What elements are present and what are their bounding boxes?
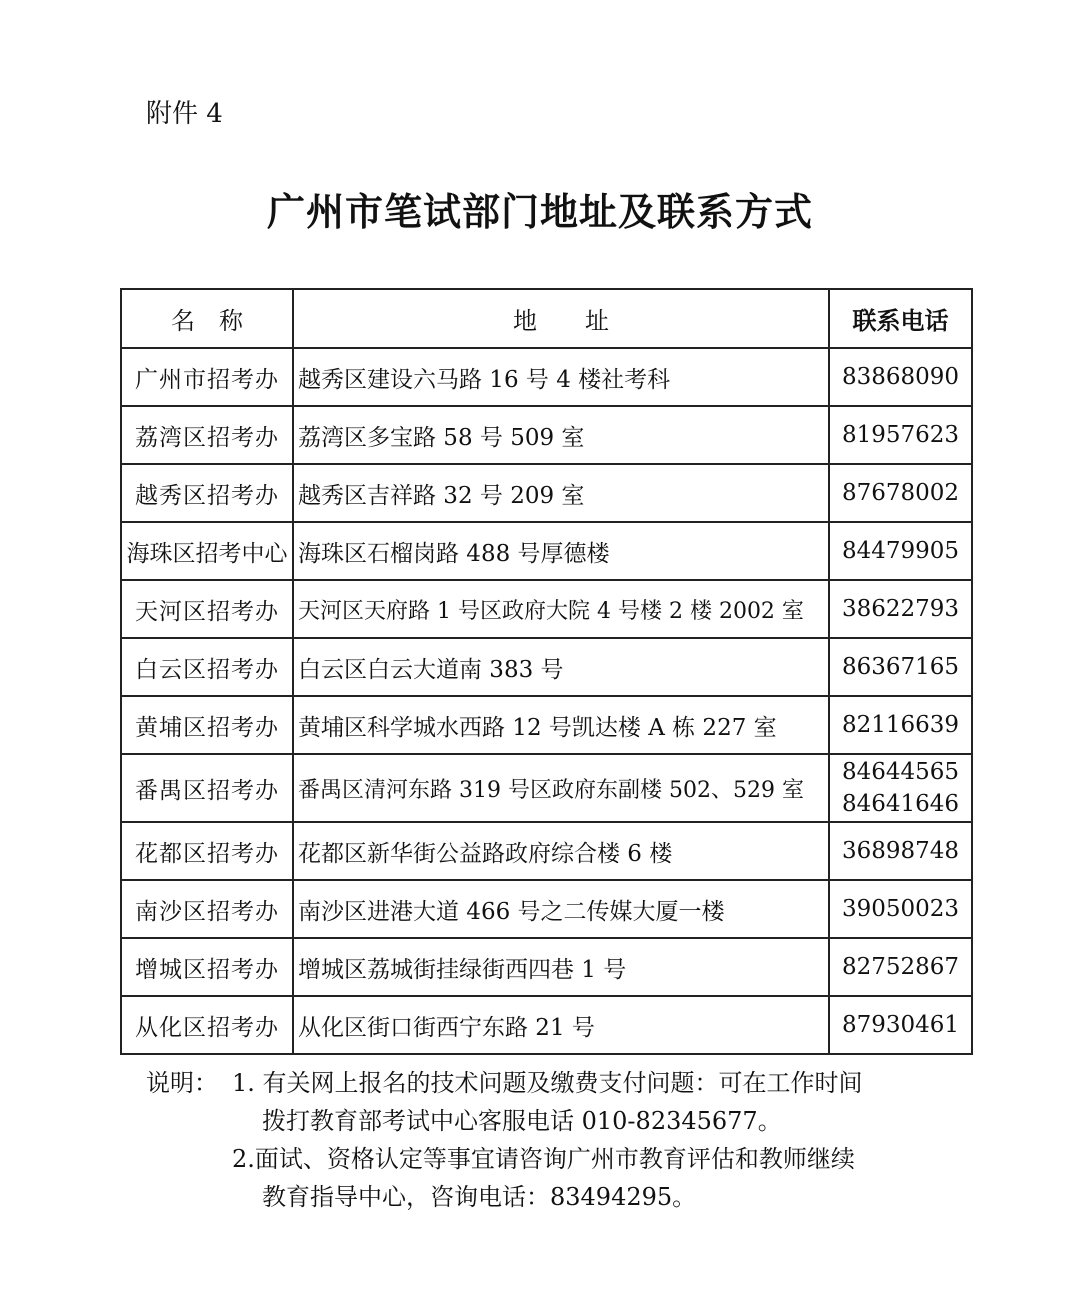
table-header-row <box>121 289 972 348</box>
table-row <box>121 754 972 822</box>
phone-number: 87678002 <box>841 480 960 506</box>
office-address: 越秀区吉祥路 32 号 209 室 <box>293 464 829 522</box>
office-address: 增城区荔城街挂绿街西四巷 1 号 <box>293 938 829 996</box>
office-address: 从化区街口街西宁东路 21 号 <box>293 996 829 1054</box>
phone-number: 84644565 <box>841 759 960 785</box>
phone-number: 87930461 <box>841 1012 960 1038</box>
office-name: 番禺区招考办 <box>121 754 293 822</box>
phone-number: 82752867 <box>841 954 960 980</box>
office-phone <box>829 464 972 522</box>
office-phone <box>829 522 972 580</box>
header-phone: 联系电话 <box>829 289 972 348</box>
table-row <box>121 696 972 754</box>
table-row <box>121 580 972 638</box>
office-address: 花都区新华街公益路政府综合楼 6 楼 <box>293 822 829 880</box>
phone-number: 82116639 <box>841 712 960 738</box>
office-name: 越秀区招考办 <box>121 464 293 522</box>
table-row <box>121 638 972 696</box>
notes-label: 说明： <box>146 1069 218 1097</box>
office-address: 白云区白云大道南 383 号 <box>293 638 829 696</box>
note-1 <box>146 1064 966 1102</box>
table-row <box>121 938 972 996</box>
attachment-label: 附件 4 <box>146 99 223 129</box>
office-name: 海珠区招考中心 <box>121 522 293 580</box>
office-address: 番禺区清河东路 319 号区政府东副楼 502、529 室 <box>293 754 829 822</box>
table-row <box>121 880 972 938</box>
office-phone <box>829 580 972 638</box>
phone-number: 39050023 <box>841 896 960 922</box>
table-row <box>121 464 972 522</box>
phone-number: 81957623 <box>841 422 960 448</box>
office-address: 海珠区石榴岗路 488 号厚德楼 <box>293 522 829 580</box>
office-address: 天河区天府路 1 号区政府大院 4 号楼 2 楼 2002 室 <box>293 580 829 638</box>
page-title: 广州市笔试部门地址及联系方式 <box>266 190 813 234</box>
phone-number: 83868090 <box>841 364 960 390</box>
office-name: 从化区招考办 <box>121 996 293 1054</box>
phone-number: 36898748 <box>841 838 960 864</box>
table-row <box>121 406 972 464</box>
notes-section <box>146 1064 966 1216</box>
office-name: 黄埔区招考办 <box>121 696 293 754</box>
office-phone <box>829 754 972 822</box>
office-phone <box>829 638 972 696</box>
office-phone <box>829 822 972 880</box>
contacts-table <box>120 288 973 1055</box>
note-2-line-2: 教育指导中心，咨询电话：83494295。 <box>262 1183 697 1211</box>
office-phone <box>829 880 972 938</box>
office-address: 南沙区进港大道 466 号之二传媒大厦一楼 <box>293 880 829 938</box>
office-name: 增城区招考办 <box>121 938 293 996</box>
office-phone <box>829 406 972 464</box>
header-address: 地 址 <box>293 289 829 348</box>
office-phone <box>829 996 972 1054</box>
office-phone <box>829 348 972 406</box>
phone-number: 38622793 <box>841 596 960 622</box>
phone-number: 84479905 <box>841 538 960 564</box>
table-row <box>121 522 972 580</box>
table-row <box>121 348 972 406</box>
office-name: 天河区招考办 <box>121 580 293 638</box>
office-name: 南沙区招考办 <box>121 880 293 938</box>
office-name: 白云区招考办 <box>121 638 293 696</box>
table-row <box>121 822 972 880</box>
office-address: 黄埔区科学城水西路 12 号凯达楼 A 栋 227 室 <box>293 696 829 754</box>
office-name: 荔湾区招考办 <box>121 406 293 464</box>
office-phone <box>829 696 972 754</box>
note-1-line-1: 1. 有关网上报名的技术问题及缴费支付问题：可在工作时间 <box>232 1069 863 1097</box>
office-name: 广州市招考办 <box>121 348 293 406</box>
phone-number: 86367165 <box>841 654 960 680</box>
office-name: 花都区招考办 <box>121 822 293 880</box>
note-1-line-2: 拨打教育部考试中心客服电话 010-82345677。 <box>262 1107 782 1135</box>
phone-number: 84641646 <box>841 791 960 817</box>
office-address: 越秀区建设六马路 16 号 4 楼社考科 <box>293 348 829 406</box>
office-address: 荔湾区多宝路 58 号 509 室 <box>293 406 829 464</box>
office-phone <box>829 938 972 996</box>
table-row <box>121 996 972 1054</box>
note-2-line-1: 2.面试、资格认定等事宜请咨询广州市教育评估和教师继续 <box>232 1145 855 1173</box>
header-name: 名 称 <box>121 289 293 348</box>
